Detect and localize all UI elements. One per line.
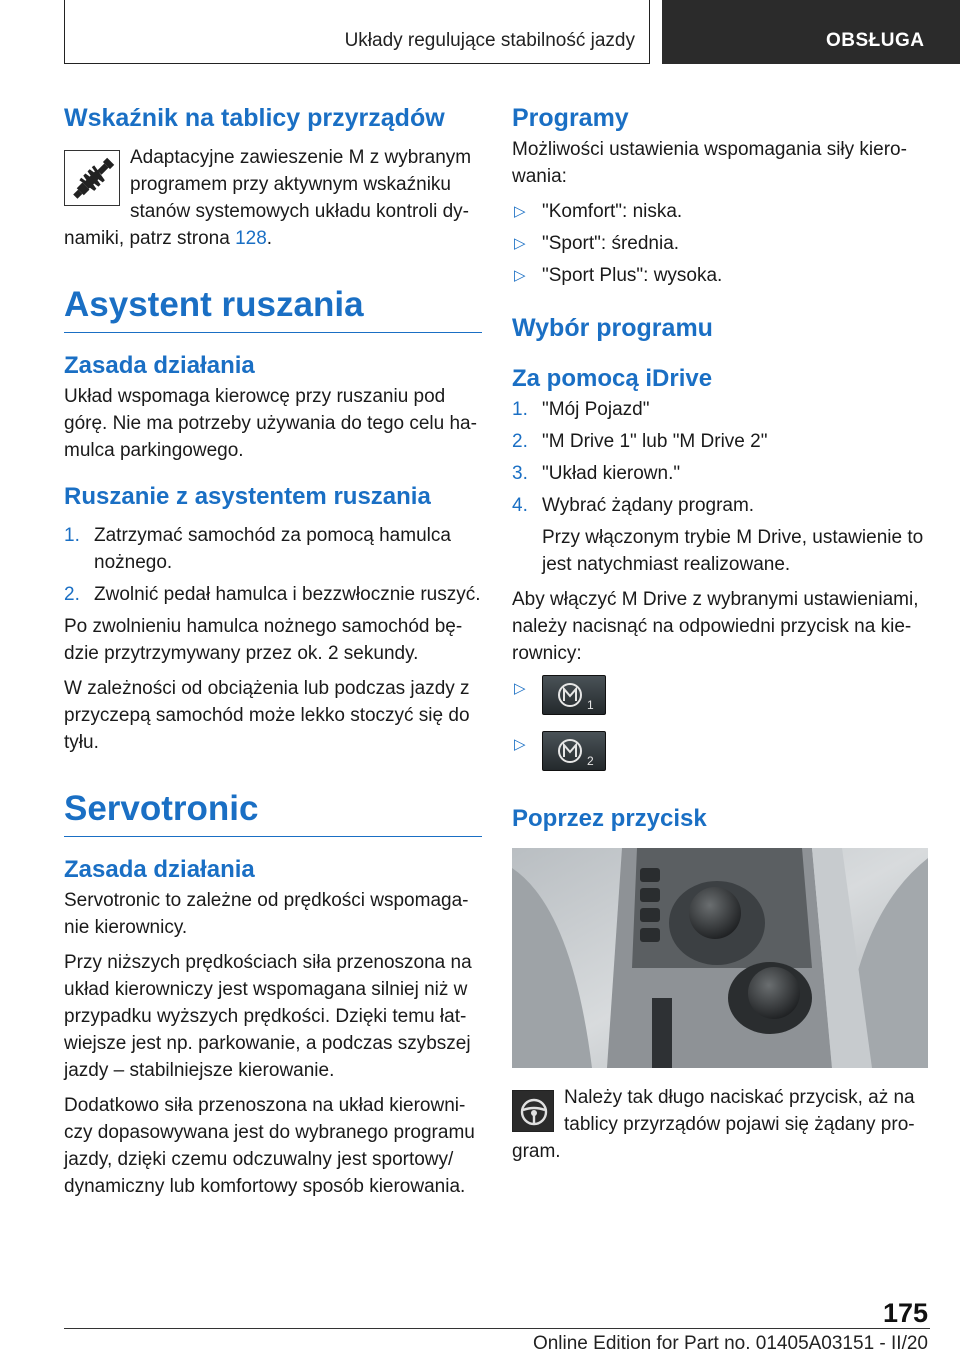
indicator-text: Adaptacyjne zawieszenie M z wybranym programem przy aktywnym wskaźniku stanów systemowych układu kontroli dynamiki, patrz strona — [64, 147, 472, 249]
servo-paragraph-3: Dodatkowo siła przenoszona na układ kierowniczy dopasowywana jest do wybranego programu jazdy, dzięki czemu odczuwalny jest sportowy/ dynamiczny lub komfortowy sposób kierowania. — [64, 1095, 475, 1197]
assist-principle-text: Układ wspomaga kierowcę przy ruszaniu pod górę. Nie ma potrzeby używania do tego celu hamulca parkingowego. — [64, 386, 477, 461]
program-text: "Sport": średnia. — [542, 233, 680, 254]
step-number: 1. — [64, 525, 80, 546]
servo-paragraph-1: Servotronic to zależne od prędkości wspomaganie kierownicy. — [64, 890, 469, 938]
list-item — [512, 230, 930, 257]
m-drive-1-button — [542, 675, 606, 715]
step-number: 1. — [512, 399, 528, 420]
triangle-bullet-icon: ▷ — [514, 235, 526, 252]
indicator-text-end: . — [266, 228, 273, 249]
step-text: "Mój Pojazd" — [542, 399, 650, 420]
list-item — [512, 675, 930, 725]
assist-paragraph-1: Po zwolnieniu hamulca nożnego samochód będzie przytrzymywany przez ok. 2 sekundy. — [64, 616, 463, 664]
page-ref-link[interactable]: 128 — [235, 228, 267, 249]
footer-divider — [64, 1328, 930, 1329]
list-item — [512, 262, 930, 289]
select-program-heading: Wybór programu — [512, 314, 713, 342]
list-item — [512, 731, 930, 781]
step-text: "M Drive 1" lub "M Drive 2" — [542, 431, 768, 452]
step-text: "Układ kierown." — [542, 463, 681, 484]
list-item — [512, 492, 930, 519]
step-text: Zatrzymać samochód za pomocą hamulca nożnego. — [94, 525, 451, 573]
list-item — [64, 522, 482, 576]
triangle-bullet-icon: ▷ — [514, 736, 526, 753]
step-text: Zwolnić pedał hamulca i bezzwłocznie ruszyć. — [94, 584, 481, 605]
indicator-block — [64, 144, 482, 252]
programs-heading: Programy — [512, 104, 629, 132]
header-chapter-box — [662, 0, 960, 64]
button-method-text: Należy tak długo naciskać przycisk, aż na tablicy przyrządów pojawi się żądany program. — [512, 1087, 915, 1162]
step-number: 2. — [64, 584, 80, 605]
step-number: 2. — [512, 431, 528, 452]
list-item — [64, 581, 482, 608]
idrive-heading: Za pomocą iDrive — [512, 365, 713, 392]
m-drive-2-number: 2 — [587, 754, 594, 768]
triangle-bullet-icon: ▷ — [514, 680, 526, 697]
page-number: 175 — [882, 1298, 928, 1328]
servo-paragraph-2: Przy niższych prędkościach siła przenoszona na układ kierowniczy jest wspomagana silniej niż w przypadku wyższych prędkości. Dzięki temu łatwiejsze jest np. parkowanie, a podczas szybszej jazdy – stabilniejsze kierowanie. — [64, 952, 472, 1081]
step-number: 4. — [512, 495, 528, 516]
triangle-bullet-icon: ▷ — [514, 203, 526, 220]
list-item — [512, 460, 930, 487]
idrive-steps-list — [512, 396, 930, 519]
center-console-photo — [512, 848, 928, 1068]
list-item — [512, 198, 930, 225]
assist-steps-list — [64, 522, 482, 608]
steering-wheel-icon — [512, 1090, 554, 1132]
assist-heading: Asystent ruszania — [64, 282, 482, 333]
m-drive-2-button — [542, 731, 606, 771]
assist-principle-heading: Zasada działania — [64, 352, 255, 379]
indicator-paragraph — [64, 144, 482, 252]
header-chapter-title: OBSŁUGA — [826, 30, 925, 51]
triangle-bullet-icon: ▷ — [514, 267, 526, 284]
programs-intro: Możliwości ustawienia wspomagania siły kierowania: — [512, 139, 907, 187]
mdrive-buttons-list — [512, 675, 930, 781]
program-text: "Komfort": niska. — [542, 201, 683, 222]
m-drive-1-number: 1 — [587, 698, 594, 712]
servo-principle-heading: Zasada działania — [64, 856, 255, 883]
assist-start-heading: Ruszanie z asystentem ruszania — [64, 483, 431, 510]
program-text: "Sport Plus": wysoka. — [542, 265, 723, 286]
step-text: Wybrać żądany program. — [542, 495, 755, 516]
button-method-block — [512, 1084, 930, 1165]
step-number: 3. — [512, 463, 528, 484]
idrive-note: Przy włączonym trybie M Drive, ustawienie to jest natychmiast realizowane. — [542, 527, 924, 575]
mdrive-paragraph: Aby włączyć M Drive z wybranymi ustawieniami, należy nacisnąć na odpowiedni przycisk na kierownicy: — [512, 589, 919, 664]
list-item — [512, 428, 930, 455]
header-section-box — [64, 0, 650, 64]
right-column — [512, 100, 930, 1165]
programs-list — [512, 198, 930, 289]
assist-paragraph-2: W zależności od obciążenia lub podczas jazdy z przyczepą samochód może lekko stoczyć się do tyłu. — [64, 678, 470, 753]
header-section-title: Układy regulujące stabilność jazdy — [344, 30, 635, 51]
list-item — [512, 396, 930, 423]
footer-edition: Online Edition for Part no. 01405A03151 - II/20 — [532, 1333, 928, 1354]
shock-absorber-icon — [64, 150, 120, 206]
left-column — [64, 100, 482, 1200]
indicator-heading: Wskaźnik na tablicy przyrządów — [64, 104, 445, 132]
button-method-heading: Poprzez przycisk — [512, 805, 707, 832]
servo-heading: Servotronic — [64, 786, 482, 837]
